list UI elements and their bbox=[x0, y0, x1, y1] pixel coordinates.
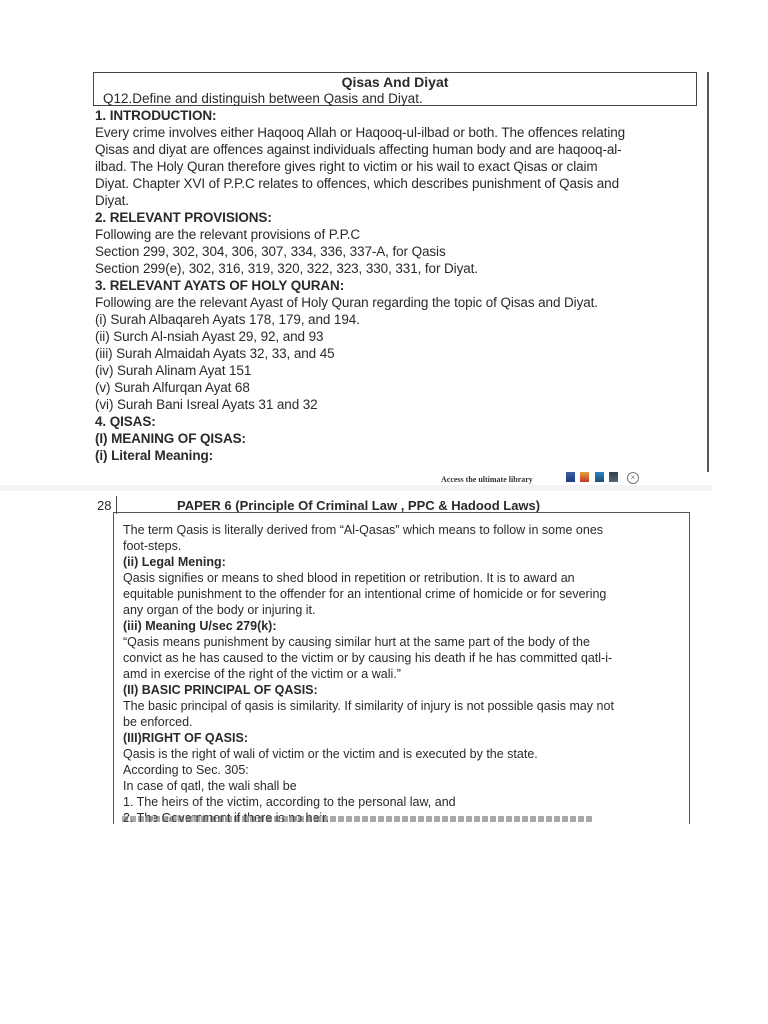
body-line: (vi) Surah Bani Isreal Ayats 31 and 32 bbox=[95, 397, 318, 412]
body-line: Section 299, 302, 304, 306, 307, 334, 336, 337-A, for Qasis bbox=[95, 244, 446, 259]
body-line: Diyat. Chapter XVI of P.P.C relates to offences, which describes punishment of Qasis and bbox=[95, 176, 619, 191]
body-line: (ii) Surch Al-nsiah Ayast 29, 92, and 93 bbox=[95, 329, 324, 344]
body-line: 1. The heirs of the victim, according to the personal law, and bbox=[123, 795, 456, 809]
section-heading: 2. RELEVANT PROVISIONS: bbox=[95, 210, 272, 225]
section-heading: (ii) Legal Mening: bbox=[123, 555, 226, 569]
body-line: Following are the relevant provisions of P.P.C bbox=[95, 227, 361, 242]
tablet-icon bbox=[609, 472, 618, 482]
section-heading: (iii) Meaning U/sec 279(k): bbox=[123, 619, 277, 633]
page-number: 28 bbox=[97, 498, 112, 513]
body-line: Every crime involves either Haqooq Allah or Haqooq-ul-ilbad or both. The offences relating bbox=[95, 125, 626, 140]
page2-content-box bbox=[113, 512, 690, 824]
footer-ad-text[interactable]: Access the ultimate library bbox=[441, 475, 533, 484]
heading-box bbox=[93, 72, 697, 106]
body-line: foot-steps. bbox=[123, 539, 182, 553]
section-heading: 4. QISAS: bbox=[95, 414, 156, 429]
section-heading: (II) BASIC PRINCIPAL OF QASIS: bbox=[123, 683, 318, 697]
page-right-border bbox=[707, 72, 709, 472]
body-line: Qisas and diyat are offences against individuals affecting human body and are haqooq-al- bbox=[95, 142, 622, 157]
gift-icon bbox=[580, 472, 589, 482]
cut-off-line bbox=[122, 816, 592, 822]
body-line: In case of qatl, the wali shall be bbox=[123, 779, 297, 793]
body-line: ilbad. The Holy Quran therefore gives right to victim or his wail to exact Qisas or claim bbox=[95, 159, 598, 174]
section-heading: 1. INTRODUCTION: bbox=[95, 108, 217, 123]
section-heading: (i) Literal Meaning: bbox=[95, 448, 214, 463]
book-icon bbox=[566, 472, 575, 482]
body-line: Qasis is the right of wali of victim or the victim and is executed by the state. bbox=[123, 747, 538, 761]
body-line: (i) Surah Albaqareh Ayats 178, 179, and 194. bbox=[95, 312, 360, 327]
body-line: Following are the relevant Ayast of Holy Quran regarding the topic of Qisas and Diyat. bbox=[95, 295, 598, 310]
body-line: According to Sec. 305: bbox=[123, 763, 249, 777]
body-line: “Qasis means punishment by causing similar hurt at the same part of the body of the bbox=[123, 635, 590, 649]
body-line: equitable punishment to the offender for an intentional crime of homicide or for severing bbox=[123, 587, 607, 601]
body-line: be enforced. bbox=[123, 715, 193, 729]
section-heading: (I) MEANING OF QISAS: bbox=[95, 431, 246, 446]
body-line: Diyat. bbox=[95, 193, 129, 208]
document-icon bbox=[595, 472, 604, 482]
body-line: The basic principal of qasis is similarity. If similarity of injury is not possible qasis may not bbox=[123, 699, 614, 713]
paper-header: PAPER 6 (Principle Of Criminal Law , PPC & Hadood Laws) bbox=[177, 498, 541, 513]
body-line: (iv) Surah Alinam Ayat 151 bbox=[95, 363, 252, 378]
close-icon[interactable]: × bbox=[627, 472, 639, 484]
page-gap bbox=[0, 485, 712, 491]
section-heading: 3. RELEVANT AYATS OF HOLY QURAN: bbox=[95, 278, 345, 293]
body-line: Qasis signifies or means to shed blood in repetition or retribution. It is to award an bbox=[123, 571, 575, 585]
body-line: convict as he has caused to the victim or by causing his death if he has committed qatl-i- bbox=[123, 651, 613, 665]
body-line: amd in exercise of the right of the victim or a wali.” bbox=[123, 667, 401, 681]
body-line: Section 299(e), 302, 316, 319, 320, 322, 323, 330, 331, for Diyat. bbox=[95, 261, 478, 276]
heading-title: Qisas And Diyat bbox=[341, 74, 449, 90]
section-heading: (III)RIGHT OF QASIS: bbox=[123, 731, 248, 745]
question-text: Q12.Define and distinguish between Qasis and Diyat. bbox=[103, 91, 423, 106]
body-line: (v) Surah Alfurqan Ayat 68 bbox=[95, 380, 250, 395]
body-line: (iii) Surah Almaidah Ayats 32, 33, and 45 bbox=[95, 346, 335, 361]
body-line: any organ of the body or injuring it. bbox=[123, 603, 316, 617]
body-line: The term Qasis is literally derived from “Al-Qasas” which means to follow in some ones bbox=[123, 523, 604, 537]
